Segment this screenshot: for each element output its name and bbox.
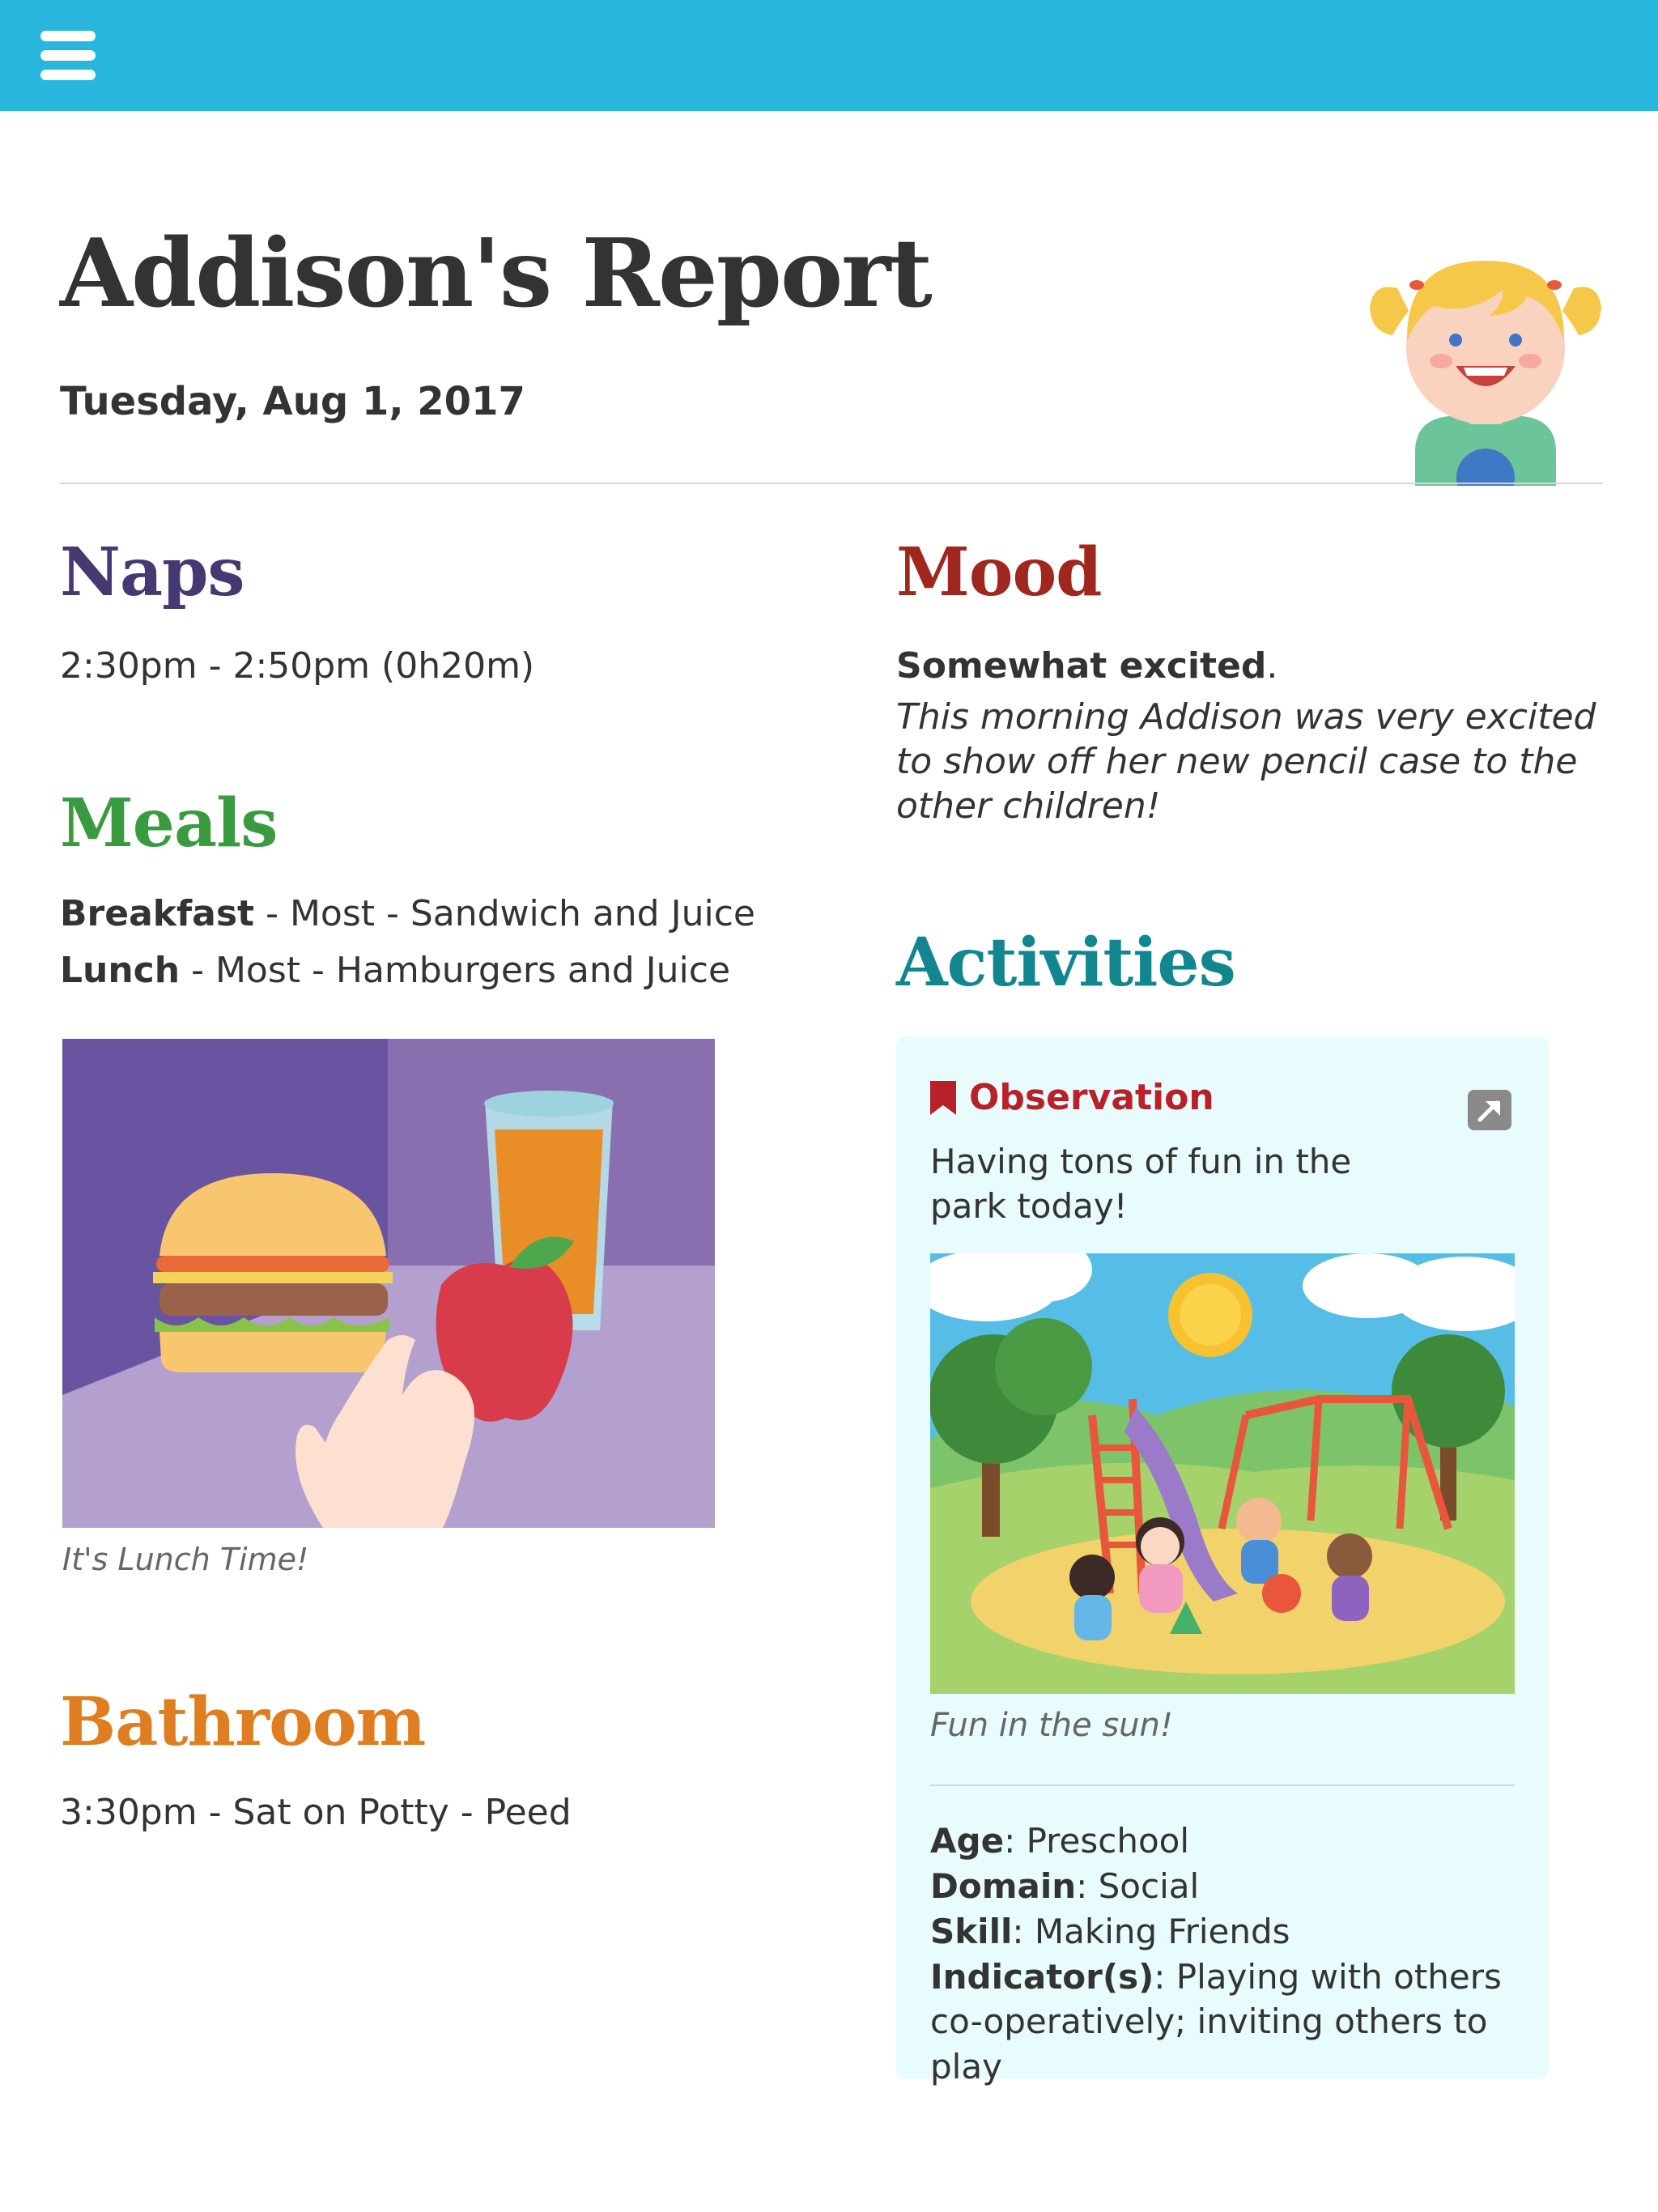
expand-arrow-icon[interactable] — [1468, 1090, 1511, 1130]
activity-details — [930, 1819, 1515, 2090]
meal-entry-lunch — [60, 947, 730, 993]
naps-heading: Naps — [60, 534, 244, 611]
detail-value: Social — [1098, 1865, 1200, 1906]
mood-heading: Mood — [896, 534, 1102, 611]
park-photo[interactable] — [930, 1253, 1515, 1694]
report-date: Tuesday, Aug 1, 2017 — [60, 379, 525, 424]
detail-age — [930, 1819, 1515, 1864]
lunch-photo-caption: It's Lunch Time! — [62, 1542, 309, 1577]
meal-detail: - Most - Sandwich and Juice — [254, 893, 755, 934]
detail-label: Age — [930, 1821, 1005, 1861]
detail-separator: : — [1012, 1911, 1035, 1951]
detail-label: Skill — [930, 1911, 1013, 1951]
header-divider — [60, 483, 1603, 484]
mood-level-suffix: . — [1266, 645, 1278, 687]
mood-note: This morning Addison was very excited to show off her new pencil case to the other children! — [896, 696, 1596, 827]
hamburger-menu-icon[interactable] — [40, 31, 99, 81]
meal-label: Lunch — [60, 950, 181, 991]
detail-indicators — [930, 1955, 1515, 2091]
bathroom-heading: Bathroom — [60, 1683, 426, 1761]
activities-heading: Activities — [896, 924, 1235, 1002]
lunch-photo[interactable] — [62, 1039, 715, 1528]
bookmark-icon — [930, 1081, 956, 1115]
meals-heading: Meals — [60, 785, 278, 862]
detail-value: Making Friends — [1034, 1911, 1290, 1951]
detail-value: Playing with others co-operatively; inviting others to play — [930, 1956, 1502, 2087]
observation-tag — [930, 1077, 1214, 1118]
observation-text: Having tons of fun in the park today! — [930, 1142, 1352, 1226]
park-photo-caption: Fun in the sun! — [930, 1707, 1173, 1744]
top-bar — [0, 0, 1658, 111]
mood-level-text: Somewhat excited — [896, 645, 1267, 687]
child-avatar — [1368, 257, 1603, 486]
detail-skill — [930, 1909, 1515, 1955]
activity-card — [896, 1036, 1549, 2087]
observation-label: Observation — [969, 1077, 1214, 1118]
page-title: Addison's Report — [60, 219, 931, 329]
mood-level — [896, 643, 1278, 689]
detail-separator: : — [1154, 1956, 1176, 1997]
detail-value: Preschool — [1026, 1821, 1190, 1861]
detail-separator: : — [1004, 1821, 1027, 1861]
detail-label: Indicator(s) — [930, 1956, 1154, 1997]
meal-entry-breakfast — [60, 891, 755, 937]
bathroom-entry: 3:30pm - Sat on Potty - Peed — [60, 1792, 572, 1833]
detail-label: Domain — [930, 1865, 1077, 1906]
card-divider — [930, 1784, 1515, 1786]
detail-separator: : — [1076, 1865, 1099, 1906]
detail-domain — [930, 1864, 1515, 1909]
meal-detail: - Most - Hamburgers and Juice — [180, 950, 731, 991]
nap-entry: 2:30pm - 2:50pm (0h20m) — [60, 645, 535, 687]
meal-label: Breakfast — [60, 893, 255, 934]
